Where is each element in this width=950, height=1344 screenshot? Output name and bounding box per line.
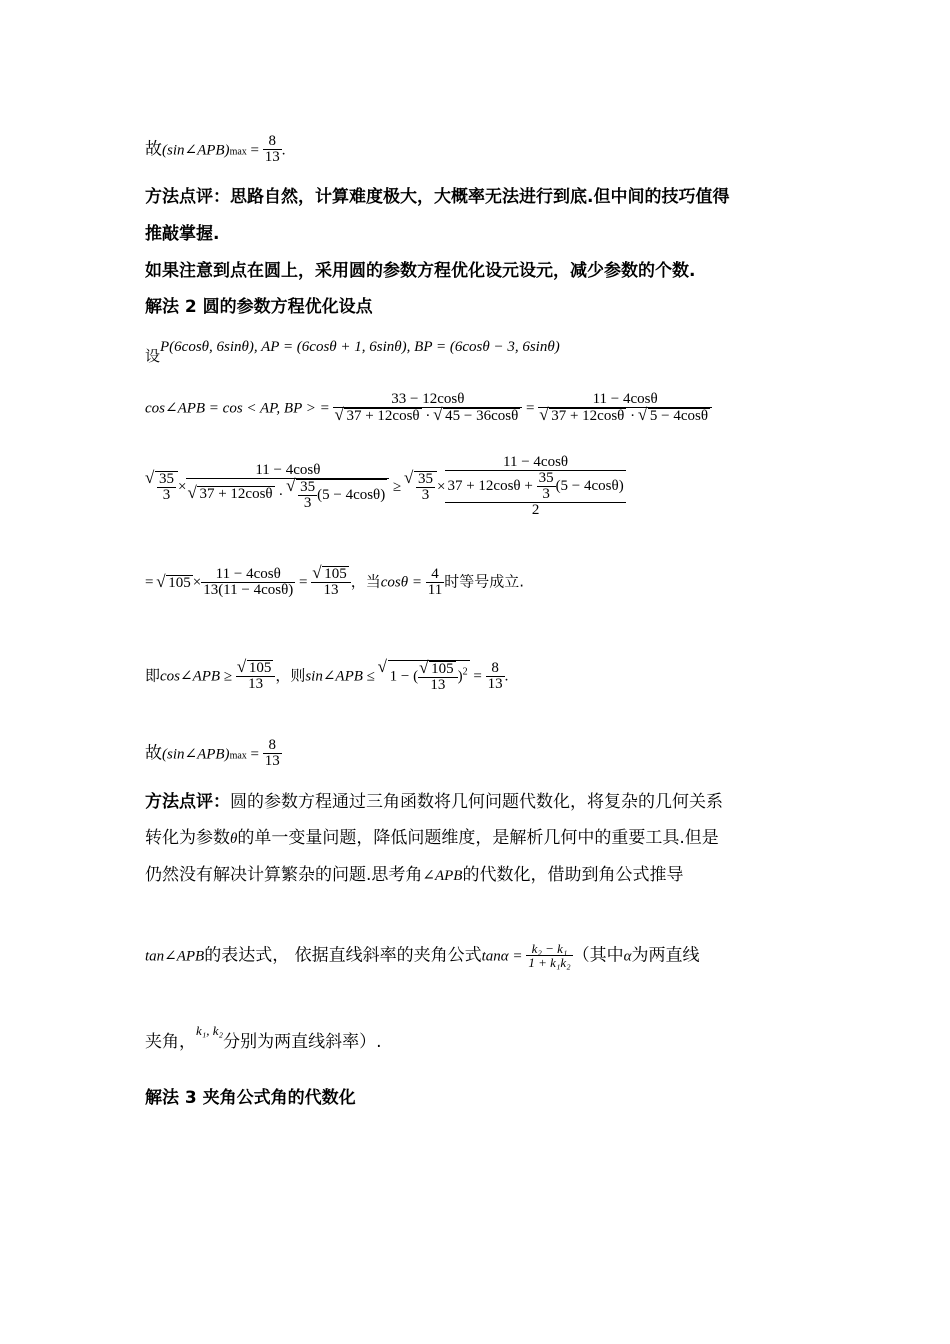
result-frac [201,567,295,598]
k-values: k₁, k₂ [196,1023,224,1038]
numerator: 11 − 4cosθ [445,455,625,471]
angle-line [145,1023,382,1052]
one-minus: 1 − [389,668,414,685]
comment-text: 圆的参数方程通过三角函数将几何问题代数化，将复杂的几何关系 [230,792,723,812]
set-prefix: 设 [145,347,161,365]
fraction [418,661,458,693]
den-b: (5 − 4cosθ) [555,477,624,494]
numerator: 4 [426,567,444,583]
denominator: 13 [264,149,280,165]
comment-label: 方法点评： [145,187,230,207]
then-text: ，则 [275,666,306,685]
big-sqrt: √ 1 − ( √ $\frac{105}{13}$ )$^2$ [388,660,470,693]
sin-expr: (sin∠APB) [162,142,230,159]
eq-sign: = [145,574,158,591]
fraction [263,134,282,165]
cos-expr: cos∠APB ≥ [160,668,236,685]
eq-sign: = [522,400,539,417]
max-result-line [145,134,286,165]
sin-expr: (sin∠APB) [162,746,230,763]
numerator: 11 − 4cosθ [538,392,712,408]
comment1-line-b [145,226,219,243]
sqrt-a: √ 37 + 12cosθ [549,408,626,424]
sqrt105-over-13 [236,660,276,692]
tan-alpha: tanα = [481,948,527,965]
comment-text: 转化为参数 [145,828,230,848]
times: × [192,574,202,591]
method2-title [145,299,373,316]
eq-sign: = [246,746,263,763]
numerator: 11 − 4cosθ [186,463,389,479]
tan-text: （其中 [572,945,624,966]
angle-apb: ∠APB [422,868,463,884]
prefix-text: 故 [145,743,162,764]
period: . [504,668,509,685]
sqrt-105: √ 105 [429,661,456,677]
period: . [281,142,286,159]
sqrt-a: √ 37 + 12cosθ [344,408,421,424]
eq-sign: = [469,668,486,685]
angle-text: 夹角， [145,1032,196,1052]
sqrt-35-3-b [414,471,437,503]
ineq-rhs-frac [445,455,625,518]
ie-line [145,660,508,693]
section-title: 解法 2 圆的参数方程优化设点 [145,297,373,317]
denominator: 3 [303,494,312,511]
numerator: √ 35 [417,471,433,488]
tan-text: 的表达式， 依据直线斜率的夹角公式 [204,945,482,966]
sqrt-b [296,479,387,511]
comment1-line-a [145,189,729,206]
hint-text: 如果注意到点在圆上，采用圆的参数方程优化设元设元，减少参数的个数. [145,261,696,281]
comment2-line-a [145,794,723,811]
denominator: 3 [162,487,171,504]
eq-sign: = [246,142,263,159]
comment2-line-b [145,830,719,847]
fraction [416,472,435,503]
final-line [145,738,282,769]
numerator: k₂ − k₁ [526,942,572,956]
comment-text: 推敲掌握. [145,224,220,244]
ge-sign: ≥ [389,479,405,495]
sqrt-a: √ 37 + 12cosθ [197,486,274,502]
sqrt-105: √ 105 [166,575,193,591]
numerator: 8 [263,738,282,754]
slope-formula [526,942,572,969]
comment-text: 仍然没有解决计算繁杂的问题.思考角 [145,865,423,885]
cos-frac2: 11 − 4cosθ √ 37 + 12cosθ · √ 5 − 4cosθ [538,392,712,424]
sin-expr: sin∠APB ≤ [305,668,379,685]
fraction [263,738,282,769]
denominator: 13 [430,677,446,694]
tan-text: 为两直线 [631,945,700,966]
numerator: 35 [538,470,554,486]
times: × [436,479,446,495]
cos-theta: cosθ = [380,574,426,591]
eq-sign: = [295,574,312,591]
result-line [145,566,524,598]
comment-text: 的代数化，借助到角公式推导 [462,865,684,885]
cos-frac1: 33 − 12cosθ √ 37 + 12cosθ · √ 45 − 36cosθ [333,392,522,424]
max-sub: max [229,750,247,762]
denominator: 3 [542,486,550,502]
theta: θ [230,831,238,847]
square: 2 [462,666,468,678]
comment-text: 的单一变量问题，降低问题维度，是解析几何中的重要工具.但是 [237,828,719,848]
denominator: 13 [323,582,339,598]
factor: (5 − 4cosθ) [317,486,386,503]
cos-lhs: cos∠APB = cos < AP, BP > = [145,400,334,417]
comment-label: 方法点评： [145,792,230,812]
cos-value [426,567,444,598]
numerator: 33 − 12cosθ [333,392,522,408]
section-title: 解法 3 夹角公式角的代数化 [145,1088,356,1108]
numerator: 11 − 4cosθ [201,567,295,583]
denominator: 13 [264,753,280,769]
denominator: 13(11 − 4cosθ) [203,581,294,598]
fraction [537,471,556,502]
sqrt-35-3 [155,471,178,503]
sqrt-105: √ 105 [322,566,349,582]
set-expr: P(6cosθ, 6sinθ), AP = (6cosθ + 1, 6sinθ), BP = (6cosθ − 3, 6sinθ) [160,339,560,355]
numerator: 8 [263,134,282,150]
max-sub: max [229,146,247,158]
times: × [178,479,187,495]
final-frac [486,661,505,692]
angle-text: 分别为两直线斜率）. [223,1032,382,1052]
denominator: 11 [427,581,443,598]
sqrt-b: √ 5 − 4cosθ [648,408,710,424]
denominator: 13 [248,676,264,692]
denominator: 1 + k₁k₂ [528,955,571,970]
alpha: α [623,948,632,965]
den-a: 37 + 12cosθ + [447,477,537,494]
fraction [298,480,317,511]
tan-expr: tan∠APB [145,948,205,965]
comment2-line-c [145,867,683,884]
denominator: 3 [421,487,430,504]
prefix-text: 故 [145,139,162,160]
method3-title [145,1090,356,1107]
inequality-line [145,455,626,518]
comment-text: 思路自然，计算难度极大，大概率无法进行到底.但中间的技巧值得 [230,187,730,207]
cos-line [145,392,712,424]
sqrt-105: √ 105 [247,660,274,676]
hint-line [145,263,695,280]
ie-prefix: 即 [145,666,161,685]
sqrt-b: √ 45 − 36cosθ [443,408,520,424]
tan-line [145,942,700,969]
numerator: 8 [486,661,505,677]
when-text: ，当 [350,572,381,591]
fraction [157,472,176,503]
numerator: √ 35 [300,478,316,495]
tail-text: 时等号成立. [444,572,524,591]
result-value [311,566,351,598]
set-line [145,338,560,365]
numerator: √ 35 [159,471,174,488]
ineq-frac: 11 − 4cosθ √ 37 + 12cosθ · √ $\frac{35}{3}$ (5 − 4cosθ) [186,463,389,511]
denominator: 13 [487,675,503,692]
den-c: 2 [531,502,540,518]
